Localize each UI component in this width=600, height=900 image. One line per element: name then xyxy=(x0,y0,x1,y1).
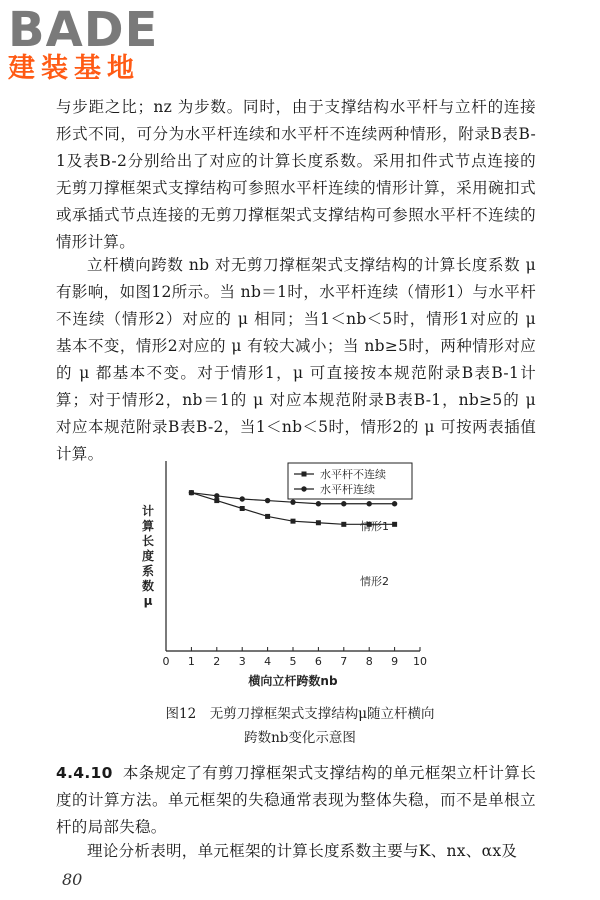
series-point-1 xyxy=(316,520,321,525)
series-point-2 xyxy=(392,501,397,506)
series-point-2 xyxy=(290,499,295,504)
legend-marker xyxy=(302,472,307,477)
paragraph-intro: 与步距之比；nz 为步数。同时，由于支撑结构水平杆与立杆的连接形式不同，可分为水平杆连续和水平杆不连续两种情形，附录B表B-1及表B-2分别给出了对应的计算长度系数。采用扣件式节点连接的无剪刀撑框架式支撑结构可参照水平杆连续的情形计算，采用碗扣式或承插式节点连接的无剪刀撑框架式支撑结构可参照水平杆不连续的情形计算。 xyxy=(56,98,536,251)
figure-caption-line2: 跨数nb变化示意图 xyxy=(244,730,356,746)
series-point-1 xyxy=(291,519,296,524)
annotation-case-1: 情形1 xyxy=(360,520,389,533)
series-point-2 xyxy=(189,490,194,495)
logo-wordmark: BADE xyxy=(8,2,159,58)
y-axis-label: 计算长度系数 μ xyxy=(141,504,155,608)
legend-label: 水平杆不连续 xyxy=(320,468,386,481)
series-point-1 xyxy=(392,522,397,527)
x-tick-label: 8 xyxy=(365,655,373,668)
paragraph-analysis: 理论分析表明，单元框架的计算长度系数主要与K、nx、αx及 xyxy=(87,842,518,860)
series-point-2 xyxy=(214,493,219,498)
series-point-1 xyxy=(341,522,346,527)
series-point-1 xyxy=(265,514,270,519)
legend-marker xyxy=(301,486,306,491)
section-text: 本条规定了有剪刀撑框架式支撑结构的单元框架立杆计算长度的计算方法。单元框架的失稳通常表现为整体失稳，而不是单根立杆的局部失稳。 xyxy=(56,764,536,836)
x-tick-label: 4 xyxy=(264,655,272,668)
paragraph-span-effect: 立杆横向跨数 nb 对无剪刀撑框架式支撑结构的计算长度系数 μ 有影响，如图12所示。当 nb＝1时，水平杆连续（情形1）与水平杆不连续（情形2）对应的 μ 相同；当1＜nb＜5时，情形1对应的 μ 基本不变，情形2对应的 μ 有较大减小；当 nb≥5时，两种情形对应的 μ 都基本不变。对于情形1，μ 可直接按本规范附录B表B-1计算；对于情形2，nb＝1的 μ 对应本规范附录B表B-1，nb≥5的 μ 对应本规范附录B表B-2，当1＜nb＜5时，情形2的 μ 可按两表插值计算。 xyxy=(56,256,536,463)
x-tick-label: 10 xyxy=(413,655,427,668)
figure-caption-line1: 图12 无剪刀撑框架式支撑结构μ随立杆横向 xyxy=(165,706,435,722)
x-tick-label: 2 xyxy=(213,655,221,668)
x-tick-label: 3 xyxy=(238,655,246,668)
x-tick-label: 6 xyxy=(314,655,322,668)
logo-subtitle: 建装基地 xyxy=(8,53,140,84)
series-point-2 xyxy=(341,501,346,506)
paragraph-section-4-4-10 xyxy=(56,760,536,841)
series-point-2 xyxy=(240,496,245,501)
x-tick-label: 0 xyxy=(162,655,170,668)
x-tick-label: 7 xyxy=(340,655,348,668)
x-axis-label: 横向立杆跨数nb xyxy=(248,674,338,688)
series-point-2 xyxy=(367,501,372,506)
x-tick-label: 1 xyxy=(187,655,195,668)
annotation-case-2: 情形2 xyxy=(360,575,389,588)
series-point-1 xyxy=(240,506,245,511)
page-number: 80 xyxy=(62,870,83,889)
legend-label: 水平杆连续 xyxy=(320,483,375,496)
series-point-1 xyxy=(214,498,219,503)
figure-12-chart xyxy=(130,455,450,695)
x-tick-label: 5 xyxy=(289,655,297,668)
series-point-2 xyxy=(265,498,270,503)
x-tick-label: 9 xyxy=(391,655,399,668)
section-number: 4.4.10 xyxy=(56,764,113,782)
publisher-logo xyxy=(8,4,178,84)
line-chart xyxy=(130,455,450,695)
series-point-2 xyxy=(316,501,321,506)
